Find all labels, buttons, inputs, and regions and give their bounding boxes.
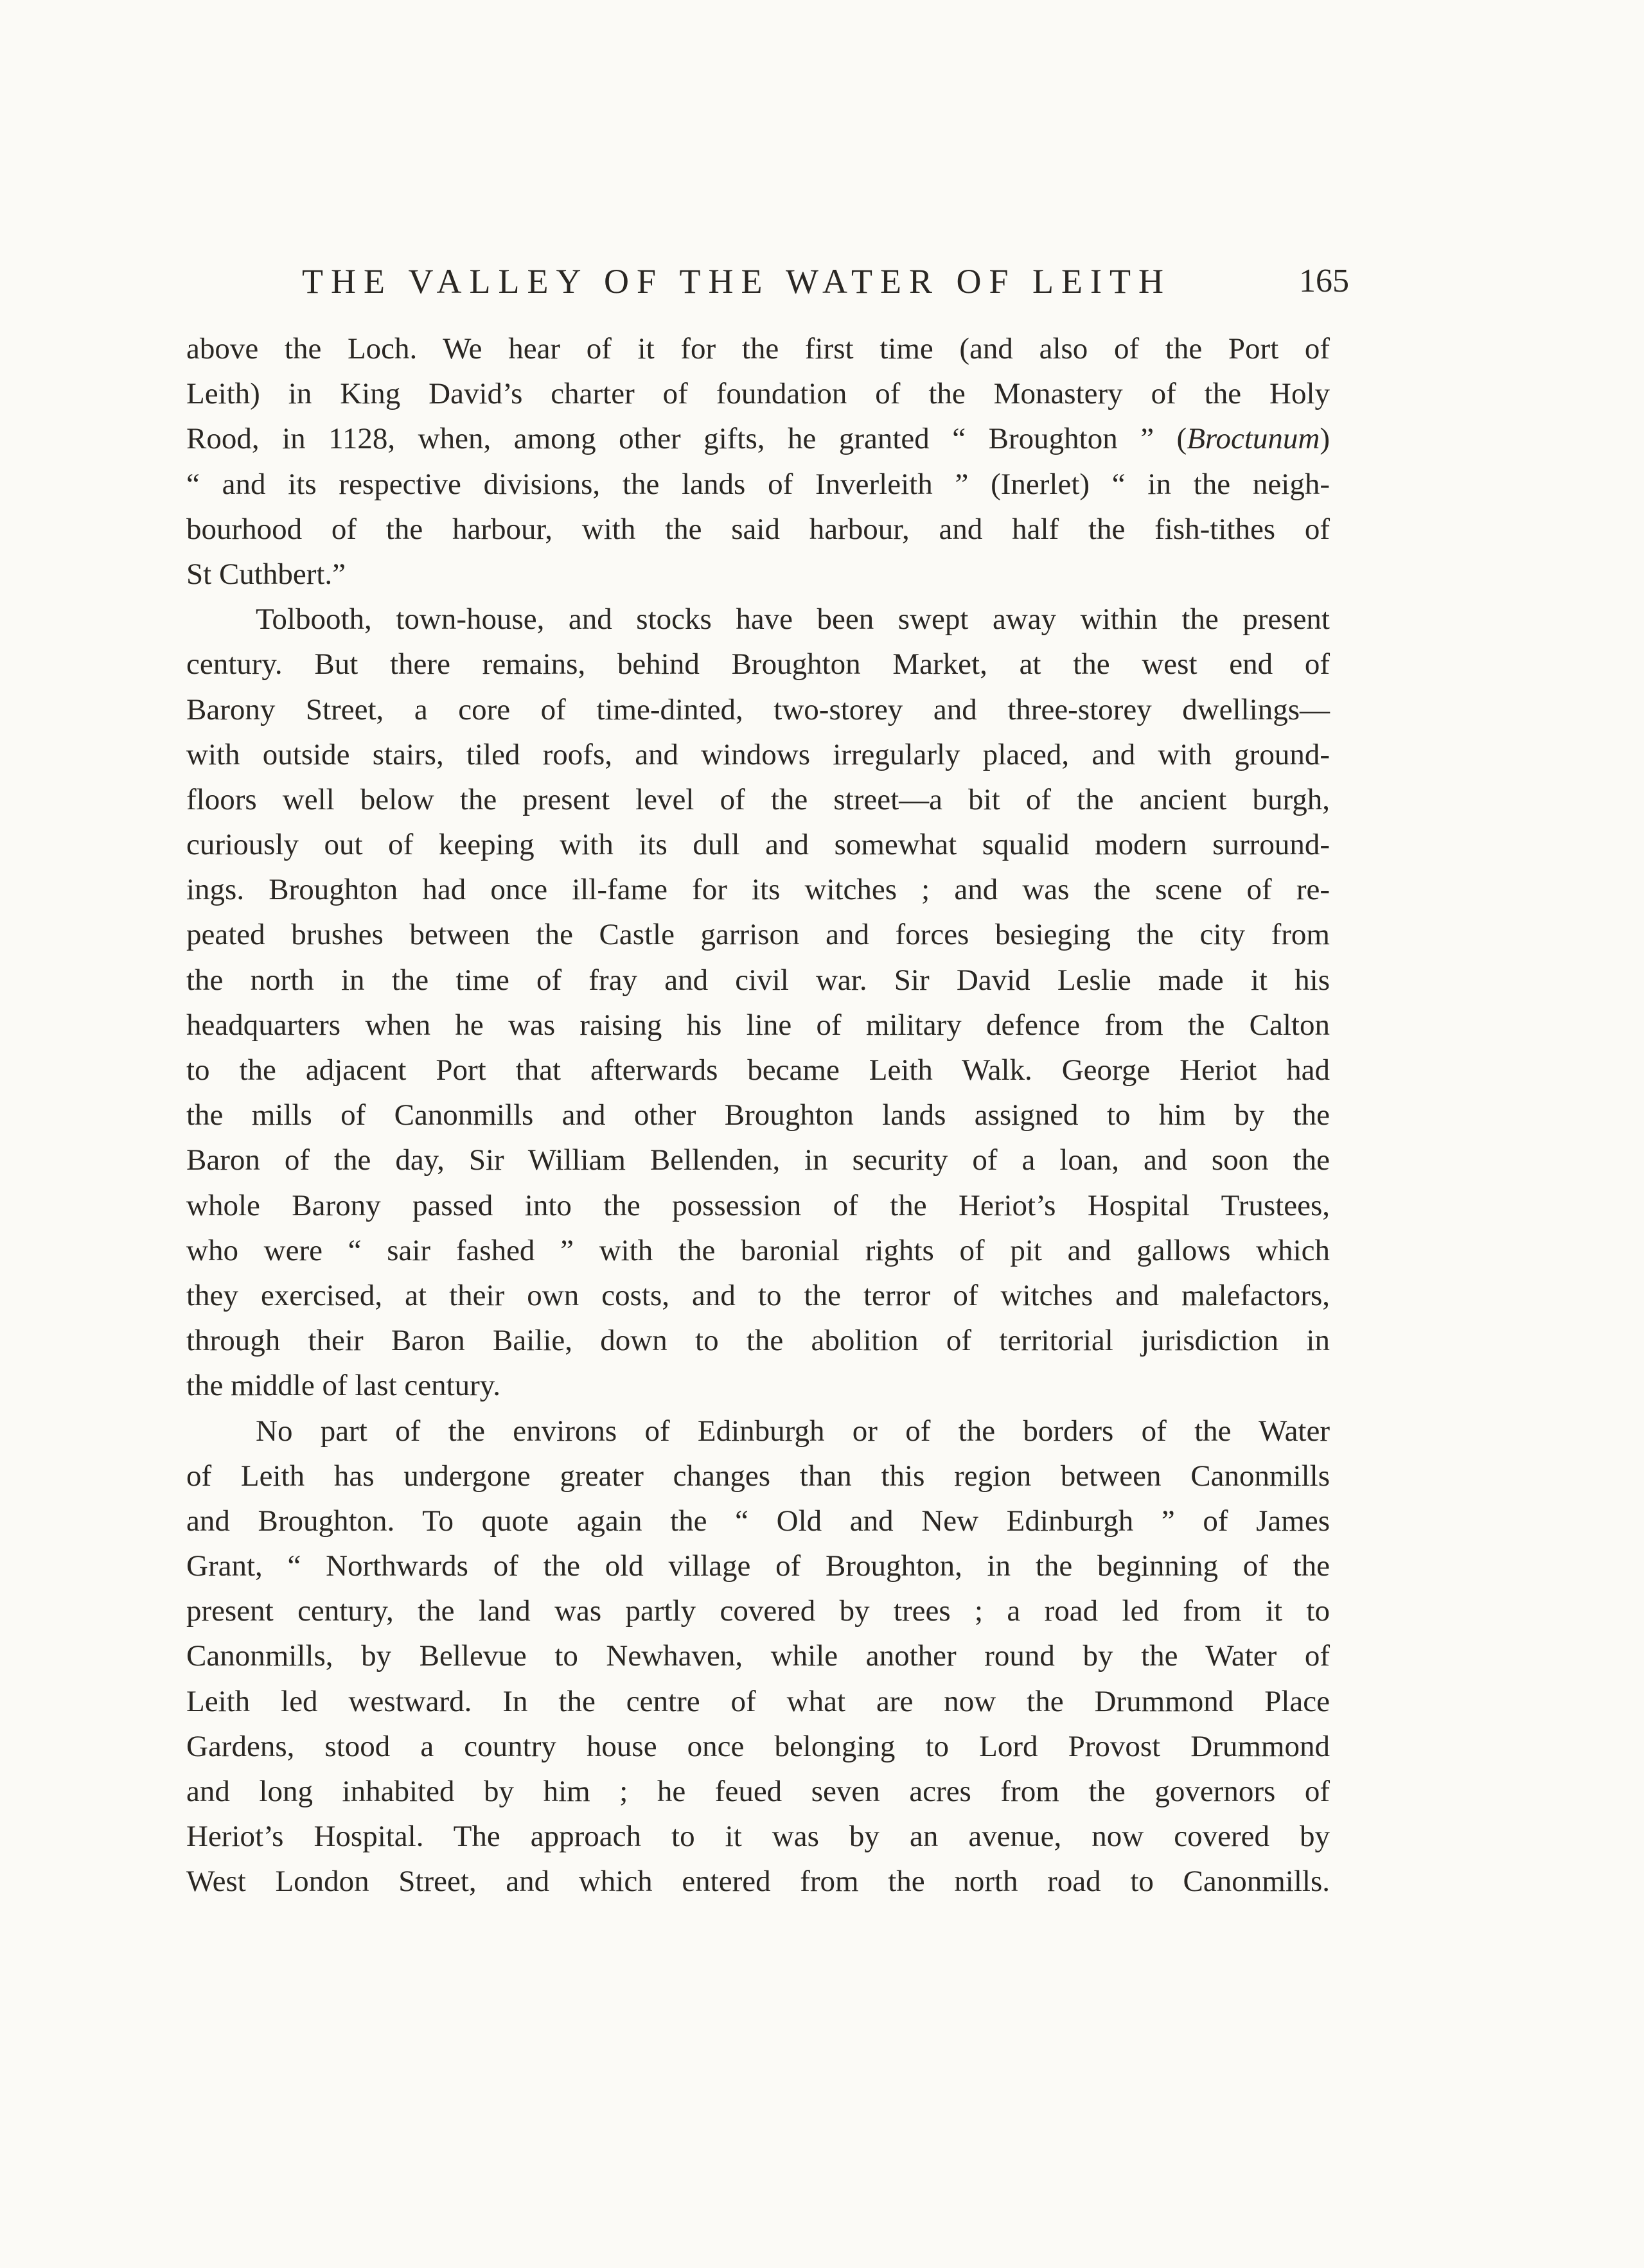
line-italic-text: Broctunum xyxy=(1187,422,1320,456)
text-line xyxy=(186,642,1330,687)
line-text: Heriot’s Hospital. The approach to it was by an avenue, now covered by xyxy=(186,1820,1330,1854)
text-line xyxy=(186,1454,1330,1499)
line-text: Tolbooth, town-house, and stocks have been swept away within the present xyxy=(256,602,1330,637)
line-text: Baron of the day, Sir William Bellenden, in security of a loan, and soon the xyxy=(186,1143,1330,1177)
text-line xyxy=(186,1138,1330,1182)
text-line xyxy=(186,1093,1330,1138)
line-text: of Leith has undergone greater changes than this region between Canonmills xyxy=(186,1459,1330,1493)
line-text: Grant, “ Northwards of the old village of Broughton, in the beginning of the xyxy=(186,1549,1330,1583)
line-text: Leith led westward. In the centre of what are now the Drummond Place xyxy=(186,1684,1330,1718)
text-line xyxy=(186,1499,1330,1543)
page-number: 165 xyxy=(1299,263,1349,299)
line-text: the middle of last century. xyxy=(186,1369,501,1403)
line-text: floors well below the present level of the street—a bit of the ancient burgh, xyxy=(186,782,1330,816)
text-line xyxy=(186,867,1330,912)
line-text: present century, the land was partly covered by trees ; a road led from it to xyxy=(186,1594,1330,1628)
text-line xyxy=(186,1588,1330,1633)
line-text: Leith) in King David’s charter of foundation of the Monastery of the Holy xyxy=(186,377,1330,411)
line-text: and Broughton. To quote again the “ Old and New Edinburgh ” of James xyxy=(186,1504,1330,1538)
line-text: with outside stairs, tiled roofs, and windows irregularly placed, and with ground- xyxy=(186,737,1330,771)
text-line xyxy=(186,507,1330,552)
text-line xyxy=(186,1363,1330,1408)
text-line xyxy=(186,777,1330,822)
line-text: and long inhabited by him ; he feued seven acres from the governors of xyxy=(186,1775,1330,1808)
text-line xyxy=(186,1859,1330,1904)
text-line xyxy=(186,1633,1330,1678)
line-text: they exercised, at their own costs, and to the terror of witches and malefactors, xyxy=(186,1278,1330,1312)
line-text: St Cuthbert.” xyxy=(186,557,346,591)
running-head xyxy=(186,256,1349,307)
line-text: Rood, in 1128, when, among other gifts, he granted “ Broughton ” ( xyxy=(186,422,1187,456)
text-line xyxy=(186,912,1330,957)
text-line xyxy=(186,1724,1330,1769)
line-text: Canonmills, by Bellevue to Newhaven, while another round by the Water of xyxy=(186,1639,1330,1673)
line-text: “ and its respective divisions, the lands of Inverleith ” (Inerlet) “ in the neigh- xyxy=(186,467,1330,501)
text-line xyxy=(186,1273,1330,1318)
line-text: Gardens, stood a country house once belonging to Lord Provost Drummond xyxy=(186,1729,1330,1763)
text-line xyxy=(186,1543,1330,1588)
text-line xyxy=(186,552,1330,597)
line-text: the mills of Canonmills and other Broughton lands assigned to him by the xyxy=(186,1098,1330,1132)
text-line xyxy=(186,1679,1330,1724)
line-text: ings. Broughton had once ill-fame for its witches ; and was the scene of re- xyxy=(186,873,1330,907)
line-text: century. But there remains, behind Broughton Market, at the west end of xyxy=(186,647,1330,681)
text-line xyxy=(186,1228,1330,1273)
text-line xyxy=(186,732,1330,777)
text-line xyxy=(186,1003,1330,1048)
text-line xyxy=(186,371,1330,416)
line-text: above the Loch. We hear of it for the first time (and also of the Port of xyxy=(186,332,1330,365)
body-text xyxy=(186,326,1330,1904)
line-text: No part of the environs of Edinburgh or of the borders of the Water xyxy=(256,1414,1330,1448)
line-text: peated brushes between the Castle garrison and forces besieging the city from xyxy=(186,918,1330,952)
text-line xyxy=(186,822,1330,867)
line-text: West London Street, and which entered from the north road to Canonmills. xyxy=(186,1865,1330,1899)
line-text: through their Baron Bailie, down to the abolition of territorial jurisdiction in xyxy=(186,1324,1330,1358)
line-text: to the adjacent Port that afterwards became Leith Walk. George Heriot had xyxy=(186,1053,1330,1087)
text-line xyxy=(186,1769,1330,1814)
line-trailing-text: ) xyxy=(1320,422,1330,456)
line-text: curiously out of keeping with its dull and somewhat squalid modern surround- xyxy=(186,828,1330,862)
text-line xyxy=(186,1814,1330,1859)
text-line xyxy=(186,326,1330,371)
text-line xyxy=(186,1183,1330,1228)
text-line xyxy=(186,687,1330,732)
text-line xyxy=(186,416,1330,461)
text-line xyxy=(186,958,1330,1003)
text-line xyxy=(186,597,1330,642)
line-text: bourhood of the harbour, with the said harbour, and half the fish-tithes of xyxy=(186,512,1330,546)
text-line xyxy=(186,1409,1330,1454)
text-line xyxy=(186,1048,1330,1093)
text-line xyxy=(186,1318,1330,1363)
line-text: who were “ sair fashed ” with the baronial rights of pit and gallows which xyxy=(186,1233,1330,1267)
line-text: the north in the time of fray and civil war. Sir David Leslie made it his xyxy=(186,963,1330,997)
running-title: THE VALLEY OF THE WATER OF LEITH xyxy=(302,262,1171,301)
text-line xyxy=(186,462,1330,507)
line-text: headquarters when he was raising his line of military defence from the Calton xyxy=(186,1008,1330,1042)
line-text: Barony Street, a core of time-dinted, two-storey and three-storey dwellings— xyxy=(186,692,1330,726)
line-text: whole Barony passed into the possession of the Heriot’s Hospital Trustees, xyxy=(186,1188,1330,1222)
